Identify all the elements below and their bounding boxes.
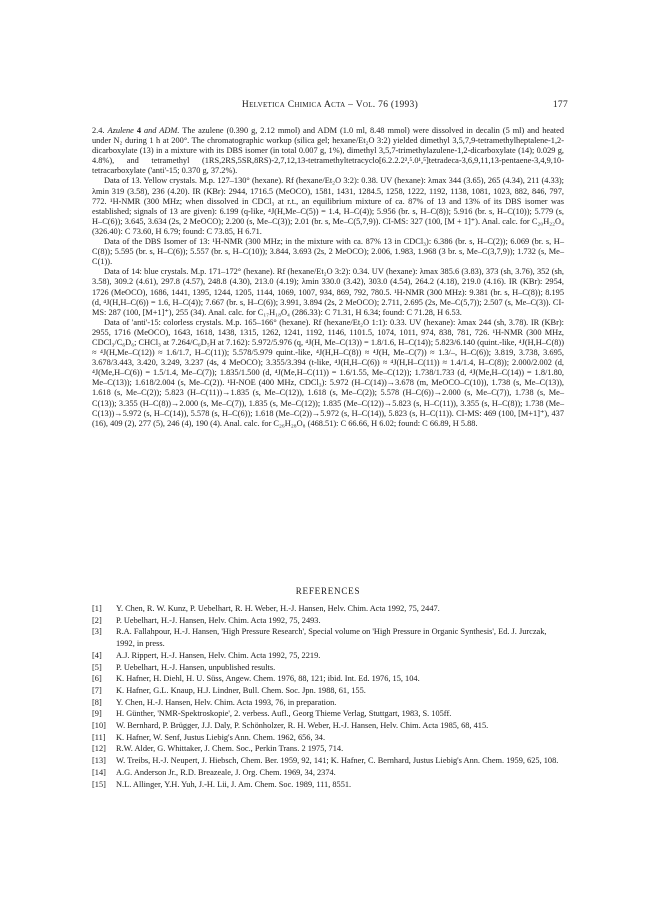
reference-number: [5]	[92, 662, 102, 672]
reference-list	[92, 603, 564, 790]
reference-item	[92, 685, 564, 697]
reference-number: [13]	[92, 756, 106, 766]
reference-text: Y. Chen, R. W. Kunz, P. Uebelhart, R. H. Weber, H.-J. Hansen, Helv. Chim. Acta 1992, 75, 2447.	[116, 604, 440, 613]
reference-item	[92, 767, 564, 779]
reference-text: H. Günther, 'NMR-Spektroskopie', 2. verbess. Aufl., Georg Thieme Verlag, Stuttgart, 1983, S. 105ff.	[116, 709, 452, 719]
reference-number: [1]	[92, 604, 102, 613]
reference-text: Y. Chen, H.-J. Hansen, Helv. Chim. Acta 1993, 76, in preparation.	[116, 697, 337, 707]
section-heading-and: and	[141, 126, 160, 135]
references-heading: REFERENCES	[295, 586, 361, 596]
reference-number: [2]	[92, 615, 102, 625]
section-heading-compound: 4	[136, 126, 141, 135]
reference-item	[92, 732, 564, 744]
section-number: 2.4.	[92, 126, 108, 135]
journal-title: Helvetica Chimica Acta – Vol. 76 (1993)	[241, 100, 419, 110]
reference-number: [6]	[92, 674, 102, 684]
reference-number: [12]	[92, 744, 106, 754]
reference-item	[92, 779, 564, 791]
reference-item	[92, 662, 564, 674]
paragraph-data-dbs-isomer: Data of the DBS Isomer of 13: ¹H-NMR (300 MHz; in the mixture with ca. 87% 13 in CDCl₃): 6.386 (br. s, H–C(2)); 6.069 (br. s, H–C(8)); 5.595 (br. s, H–C(6)); 5.557 (br. s, H–C(10)); 3.844, 3.693 (2s, 2 MeOCO); 2.006, 1.983, 1.968 (3 br. s, Me–C(3,7,9)); 1.732 (s, Me–C(1)).	[92, 237, 564, 267]
running-head	[92, 100, 568, 114]
paragraph-data-13: Data of 13. Yellow crystals. M.p. 127–130° (hexane). Rf (hexane/Et₂O 3:2): 0.38. UV (hexane): λmax 344 (3.65), 265 (4.34), 211 (4.33); λmin 319 (3.58), 236 (4.20). IR (KBr): 2944, 1716.5 (MeOCO), 1581, 1431, 1284.5, 1258, 1222, 1192, 1138, 1081, 1023, 882, 846, 797, 772. ¹H-NMR (300 MHz; when dissolved in CDCl₃ at r.t., an equilibrium mixture of ca. 87% of 13 and 13% of its DBS isomer was established; signals of 13 are given): 6.199 (q-like, ⁴J(H,Me–C(5)) = 1.4, H–C(4)); 5.956 (br. s, H–C(8)); 5.916 (br. s, H–C(10)); 5.779 (s, H–C(6)); 3.645, 3.634 (2s, 2 MeOCO); 2.200 (s, Me–C(3)); 2.01 (br. s, Me–C(5,7,9)). CI-MS: 327 (100, [M + 1]⁺). Anal. calc. for C₂₀H₂₂O₄ (326.40): C 73.60, H 6.79; found: C 73.85, H 6.71.	[92, 176, 564, 236]
reference-item	[92, 615, 564, 627]
reference-number: [15]	[92, 779, 106, 789]
reference-text: W. Bernhard, P. Brügger, J.J. Daly, P. Schönholzer, R. H. Weber, H.-J. Hansen, Helv. Chim. Acta 1985, 68, 415.	[116, 721, 489, 731]
reference-text: K. Hafner, H. Diehl, H. U. Süss, Angew. Chem. 1976, 88, 121; ibid. Int. Ed. 1976, 15, 104.	[116, 674, 420, 684]
reference-number: [4]	[92, 650, 102, 660]
reference-number: [7]	[92, 685, 102, 695]
reference-text: A.G. Anderson Jr., R.D. Breazeale, J. Org. Chem. 1969, 34, 2374.	[116, 767, 336, 777]
reference-number: [8]	[92, 697, 102, 707]
reference-text: W. Treibs, H.-J. Neupert, J. Hiebsch, Chem. Ber. 1959, 92, 141; K. Hafner, C. Bernhard, Justus Liebig's Ann. Chem. 1959, 625, 108.	[116, 756, 559, 766]
reference-text: P. Uebelhart, H.-J. Hansen, unpublished results.	[116, 662, 276, 672]
reference-text: K. Hafner, W. Senf, Justus Liebig's Ann. Chem. 1962, 656, 34.	[116, 732, 326, 742]
reference-number: [3]	[92, 627, 102, 637]
reference-item	[92, 673, 564, 685]
reference-number: [11]	[92, 732, 106, 742]
reference-text: R.W. Alder, G. Whittaker, J. Chem. Soc., Perkin Trans. 2 1975, 714.	[116, 744, 344, 754]
experimental-section	[92, 126, 564, 429]
reference-item	[92, 708, 564, 720]
reference-item	[92, 650, 564, 662]
reference-number: [10]	[92, 721, 106, 731]
reference-item	[92, 626, 564, 649]
page-number: 177	[552, 100, 568, 110]
paragraph-data-14: Data of 14: blue crystals. M.p. 171–172° (hexane). Rf (hexane/Et₂O 3:2): 0.34. UV (hexane): λmax 385.6 (3.83), 373 (sh, 3.76), 352 (sh, 3.58), 309.2 (4.61), 297.8 (4.57), 248.8 (4.30), 213.0 (4.19); λmin 330.0 (3.42), 303.0 (4.54), 264.2 (4.18), 219.0 (4.16). IR (KBr): 2954, 1726 (MeOCO), 1686, 1441, 1395, 1244, 1205, 1144, 1069, 1007, 934, 869, 792, 780.5. ¹H-NMR (300 MHz): 9.381 (br. s, H–C(8)); 8.195 (d, ⁴J(H,H–C(6)) = 1.6, H–C(4)); 7.667 (br. s, H–C(6)); 3.991, 3.894 (2s, 2 MeOCO); 2.711, 2.695 (2s, Me–C(5,7)); 2.507 (s, Me–C(3)). CI-MS: 287 (100, [M+1]⁺), 255 (34). Anal. calc. for C₁₇H₁₈O₄ (286.33): C 71.31, H 6.34; found: C 71.28, H 6.53.	[92, 267, 564, 317]
reference-number: [14]	[92, 767, 106, 777]
section-heading-adm: ADM.	[159, 126, 180, 135]
paragraph-data-anti-15: Data of 'anti'-15: colorless crystals. M.p. 165–166° (hexane). Rf (hexane/Et₂O 1:1): 0.33. UV (hexane): λmax 244 (sh, 3.78). IR (KBr): 2955, 1716 (MeOCO), 1643, 1618, 1438, 1315, 1262, 1241, 1192, 1146, 1101.5, 1074, 1011, 974, 838, 781, 726. ¹H-NMR (300 MHz, CDCl₃/C₆D₆; CHCl₃ at 7.264/C₆D₅H at 7.162): 5.972/5.976 (q, ⁴J(H, Me–C(13)) = 1.8/1.6, H–C(14)); 5.823/6.140 (quint.-like, ⁴J(H,H–C(8)) ≈ ⁴J(H,Me–C(12)) ≈ 1.6/1.7, H–C(11)); 5.578/5.979 quint.-like, ⁴J(H,H–C(8)) ≈ ⁴J(H, Me–C(7)) ≈ 1.3/–, H–C(6)); 3.819, 3.738, 3.695, 3.678/3.443, 3.420, 3.249, 3.237 (4s, 4 MeOCO); 3.355/3.394 (t-like, ⁴J(H,H–C(6)) ≈ ⁴J(H,H–C(11)) ≈ 1.4/1.4, H–C(8)); 2.000/2.002 (d, ⁴J(Me,H–C(6)) = 1.5/1.4, Me–C(7)); 1.835/1.500 (d, ⁴J(Me,H–C(11)) = 1.6/1.55, Me–C(12)); 1.738/1.733 (d, ⁴J(Me,H–C(14)) = 1.8/1.80, Me–C(13)); 1.618/2.004 (s, Me–C(2)). ¹H-NOE (400 MHz, CDCl₃): 5.972 (H–C(14))→3.678 (m, MeOCO–C(10)), 1.738 (s, Me–C(13)), 1.618 (s, Me–C(2)); 5.823 (H–C(11))→1.835 (s, Me–C(12)), 1.618 (s, Me–C(2)); 5.578 (H–C(6))→2.000 (s, Me–C(7)), 1.738 (s, Me–C(13)); 3.355 (H–C(8))→2.000 (s, Me–C(7)), 1.835 (s, Me–C(12)); 1.835 (Me–C(12))→5.823 (s, H–C(11)), 3.355 (s, H–C(8)); 1.738 (Me–C(13))→5.972 (s, H–C(14)), 5.578 (s, H–C(6)); 1.618 (Me–C(2))→5.972 (s, H–C(14)), 5.823 (s, H–C(11)). CI-MS: 469 (100, [M+1]⁺), 437 (16), 409 (2), 277 (5), 246 (4), 190 (4). Anal. calc. for C₂₆H₂₈O₈ (468.51): C 66.66, H 6.02; found: C 66.89, H 5.88.	[92, 317, 564, 428]
reference-text: R.A. Fallahpour, H.-J. Hansen, 'High Pressure Research', Special volume on 'High Pressure in Organic Synthesis', Ed. J. Jurczak, 1992, in press.	[116, 627, 547, 649]
paragraph-azulene-adm	[92, 126, 564, 176]
reference-text: N.L. Allinger, Y.H. Yuh, J.-H. Lii, J. Am. Chem. Soc. 1989, 111, 8551.	[116, 779, 352, 789]
paragraph-azulene-adm-text: The azulene (0.390 g, 2.12 mmol) and ADM (1.0 ml, 8.48 mmol) were dissolved in decalin (5 ml) and heated under N₂ during 1 h at 200°. The chromatographic workup (silica gel; hexane/Et₂O 3:2) yielded dimethyl 3,5,7,9-tetramethylheptalene-1,2-dicarboxylate (13) in a mixture with its DBS isomer (in total 0.007 g, 1%), dimethyl 3,5,7-trimethylazulene-1,2-dicarboxylate (14); 0.029 g, 4.8%), and tetramethyl (1RS,2RS,5SR,8RS)-2,7,12,13-tetramethyltetracyclo[6.2.2.2²,⁵.0¹,⁵]tetradeca-3,6,9,11,13-pentaene-3,4,9,10-tetracarboxylate ('anti'-15; 0.370 g, 37.2%).	[92, 126, 564, 176]
reference-number: [9]	[92, 709, 102, 719]
reference-text: K. Hafner, G.L. Knaup, H.J. Lindner, Bull. Chem. Soc. Jpn. 1988, 61, 155.	[116, 685, 366, 695]
reference-item	[92, 743, 564, 755]
section-heading-azulene: Azulene	[107, 126, 137, 135]
reference-item	[92, 720, 564, 732]
reference-text: A.J. Rippert, H.-J. Hansen, Helv. Chim. Acta 1992, 75, 2219.	[116, 650, 321, 660]
reference-item	[92, 697, 564, 709]
reference-item	[92, 603, 564, 615]
reference-item	[92, 755, 564, 767]
reference-text: P. Uebelhart, H.-J. Hansen, Helv. Chim. Acta 1992, 75, 2493.	[116, 615, 321, 625]
